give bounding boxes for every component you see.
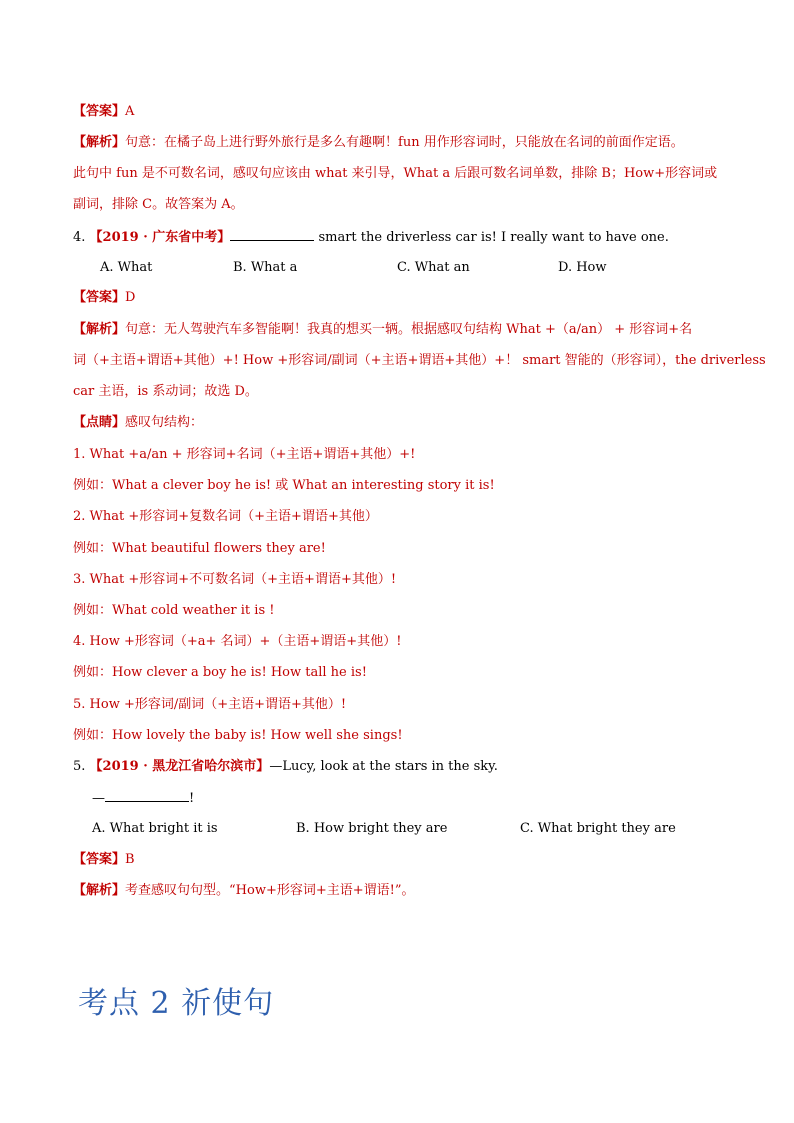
tip-example: 例如：How clever a boy he is! How tall he is! (73, 665, 367, 680)
answer-line (73, 289, 734, 307)
answer-line (73, 851, 734, 869)
question-5 (73, 758, 734, 776)
analysis-line: 此句中 fun 是不可数名词，感叹句应该由 what 来引导，What a 后跟可数名词单数，排除 B；How+形容词或 (73, 166, 718, 181)
answer-tag: 【答案】 (73, 852, 126, 867)
analysis-line (73, 321, 734, 339)
answer-tag: 【答案】 (73, 290, 126, 305)
analysis-tag: 【解析】 (73, 883, 126, 898)
option-b: B. How bright they are (296, 821, 448, 836)
question-4 (73, 228, 734, 247)
tip-title: 感叹句结构： (125, 415, 204, 430)
option-a: A. What bright it is (92, 821, 218, 836)
tip-rule: 2. What +形容词+复数名词（+主语+谓语+其他） (73, 509, 378, 524)
analysis-line (73, 134, 734, 152)
tip-rule: 3. What +形容词+不可数名词（+主语+谓语+其他）! (73, 572, 397, 587)
answer-tag: 【答案】 (73, 104, 126, 119)
section-heading: 考点 2 祈使句 (78, 986, 275, 1021)
analysis-line: 副词，排除 C。故答案为 A。 (73, 197, 244, 212)
tip-rule: 1. What +a/an + 形容词+名词（+主语+谓语+其他）+! (73, 447, 416, 462)
analysis-line (73, 882, 734, 900)
tip-tag: 【点睛】 (73, 415, 126, 430)
tip-example: 例如：What cold weather it is ! (73, 603, 275, 618)
question-number: 5. (73, 759, 86, 774)
question-number: 4. (73, 230, 86, 245)
answer-value: A (125, 104, 135, 119)
question-source: 【2019 · 广东省中考】 (89, 230, 231, 245)
option-d: D. How (558, 260, 607, 275)
question-text: —Lucy, look at the stars in the sky. (269, 759, 498, 774)
option-c: C. What bright they are (520, 821, 676, 836)
answer-blank (105, 789, 189, 802)
tip-example: 例如：How lovely the baby is! How well she sings! (73, 728, 403, 743)
tip-line (73, 414, 734, 432)
option-b: B. What a (233, 260, 298, 275)
analysis-text: 句意：在橘子岛上进行野外旅行是多么有趣啊！fun 用作形容词时，只能放在名词的前面作定语。 (125, 135, 684, 150)
analysis-tag: 【解析】 (73, 135, 126, 150)
analysis-text: 句意：无人驾驶汽车多智能啊！我真的想买一辆。根据感叹句结构 What +（a/an） + 形容词+名 (125, 322, 693, 337)
question-source: 【2019 · 黑龙江省哈尔滨市】 (89, 759, 270, 774)
tip-rule: 5. How +形容词/副词（+主语+谓语+其他）! (73, 697, 347, 712)
tip-rule: 4. How +形容词（+a+ 名词）+（主语+谓语+其他）! (73, 634, 402, 649)
option-a: A. What (100, 260, 153, 275)
tip-example: 例如：What beautiful flowers they are! (73, 541, 326, 556)
analysis-tag: 【解析】 (73, 322, 126, 337)
answer-value: D (125, 290, 136, 305)
reply-line (92, 789, 734, 808)
analysis-line: 词（+主语+谓语+其他）+! How +形容词/副词（+主语+谓语+其他）+！ smart 智能的（形容词），the driverless (73, 353, 766, 368)
reply-dash: — (92, 791, 105, 806)
option-c: C. What an (397, 260, 470, 275)
answer-blank (230, 228, 314, 241)
answer-value: B (125, 852, 135, 867)
tip-example: 例如：What a clever boy he is! 或 What an interesting story it is! (73, 478, 495, 493)
question-text: smart the driverless car is! I really want to have one. (318, 230, 669, 245)
reply-end: ! (189, 791, 195, 806)
analysis-text: 考查感叹句句型。“How+形容词+主语+谓语!”。 (125, 883, 415, 898)
analysis-line: car 主语，is 系动词；故选 D。 (73, 384, 258, 399)
answer-line (73, 103, 734, 121)
